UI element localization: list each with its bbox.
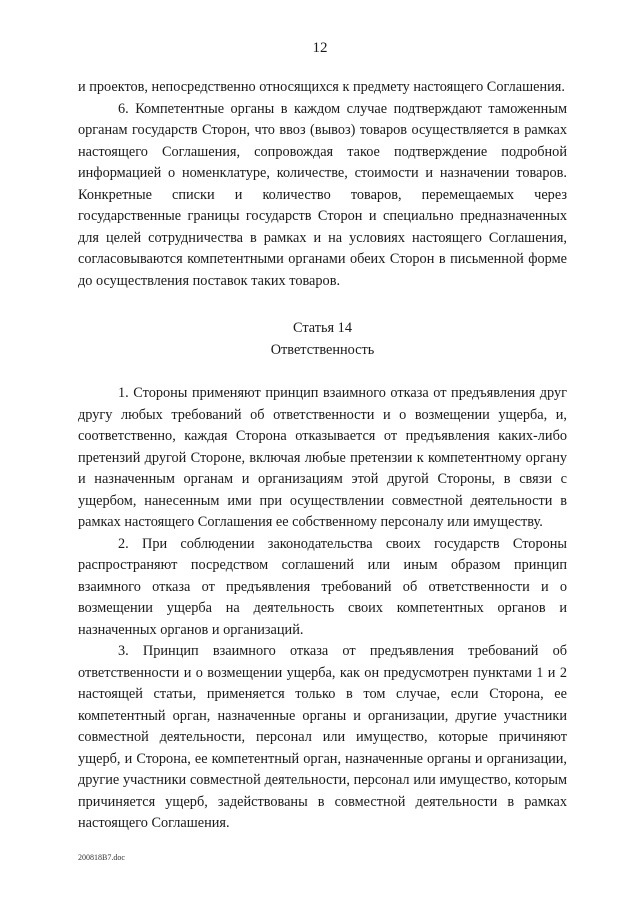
article-number: Статья 14 xyxy=(293,320,352,336)
paragraph-item-6: 6. Компетентные органы в каждом случае подтверждают таможенным органам государств Сторон, что ввоз (вывоз) товаров осуществляется в рамках настоящего Соглашения, сопровождая такое подтверждение подробной информацией о номенклатуре, количестве, стоимости и назначении товаров. Конкретные списки и количество товаров, перемещаемых через государственные границы государств Сторон и специально предназначенных для целей сотрудничества в рамках и на условиях настоящего Соглашения, согласовываются компетентными органами обеих Сторон в письменной форме до осуществления поставок таких товаров. xyxy=(78,100,567,289)
page-number: 12 xyxy=(312,40,328,56)
paragraph-item-3: 3. Принцип взаимного отказа от предъявления требований об ответственности и о возмещении ущерба, как он предусмотрен пунктами 1 и 2 настоящей статьи, применяется только в том случае, если Сторона, ее компетентный орган, назначенные органы и организации, другие участники совместной деятельности, персонал или имущество, которые причиняют ущерб, и Сторона, ее компетентный орган, назначенные органы и организации, другие участники совместной деятельности, персонал или имущество, которым причиняется ущерб, задействованы в совместной деятельности в рамках настоящего Соглашения. xyxy=(78,643,567,831)
paragraph-continuation: и проектов, непосредственно относящихся к предмету настоящего Соглашения. xyxy=(78,79,565,95)
article-title: Ответственность xyxy=(270,341,375,358)
paragraph-item-1: 1. Стороны применяют принцип взаимного отказа от предъявления друг другу любых требований об ответственности и о возмещении ущерба, и, соответственно, каждая Сторона отказывается от предъявления каких-либо претензий другой Стороне, включая любые претензии к компетентному органу и назначенным органам и организациям этой другой Стороны, в связи с ущербом, нанесенным ими при осуществлении совместной деятельности в рамках настоящего Соглашения ее собственному персоналу или имуществу. xyxy=(78,385,567,530)
paragraph-item-2: 2. При соблюдении законодательства своих государств Стороны распространяют посредством соглашений или иным образом принцип взаимного отказа от предъявления требований об ответственности и о возмещении ущерба на деятельность своих компетентных органов и назначенных органов и организаций. xyxy=(78,535,567,638)
document-body xyxy=(78,77,567,835)
footer-filename: 200818В7.doc xyxy=(78,853,125,862)
article-heading xyxy=(78,318,567,361)
